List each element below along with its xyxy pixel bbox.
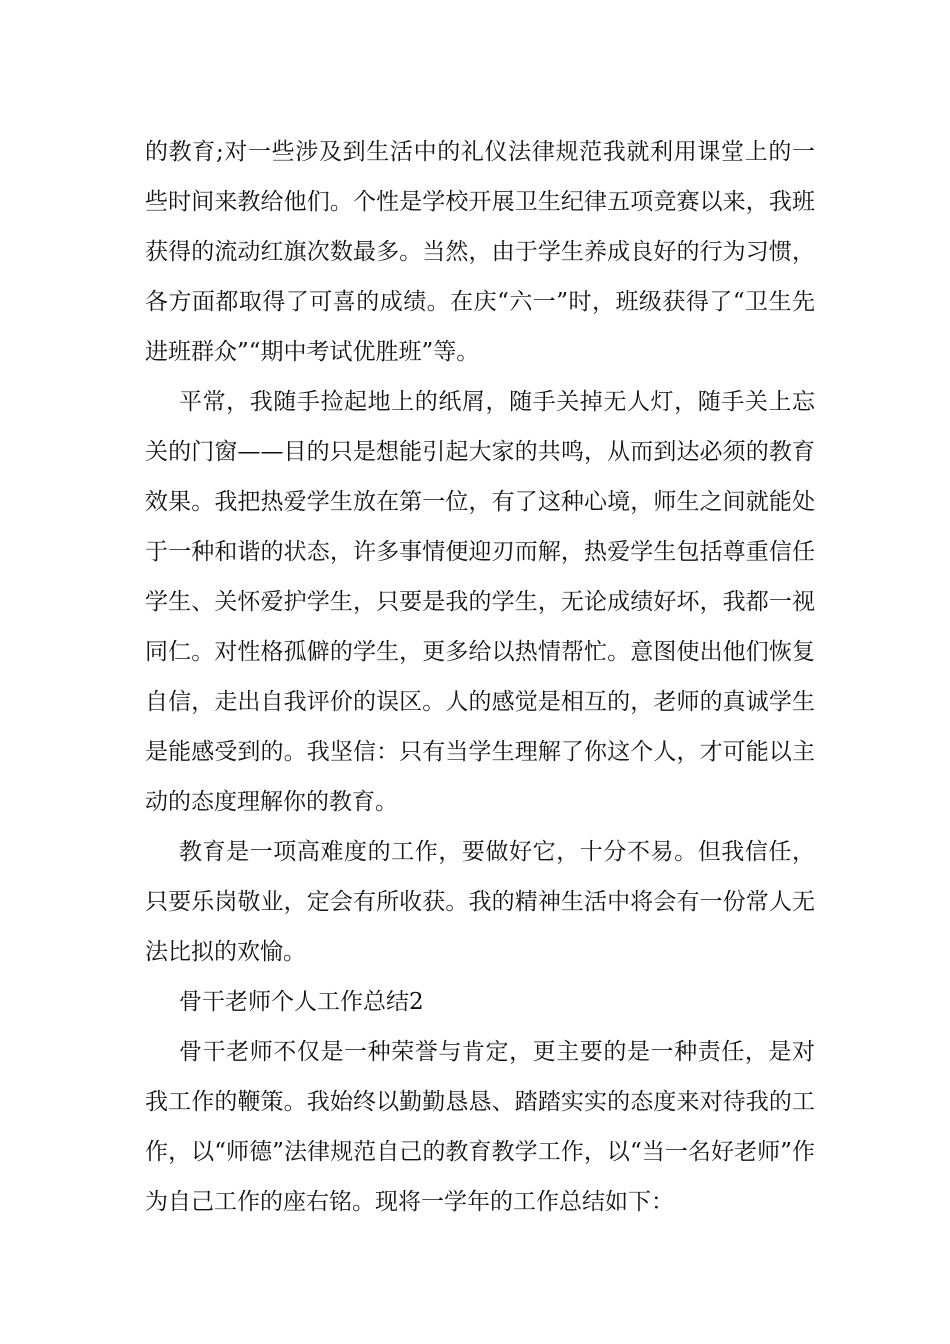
section-heading: 骨干老师个人工作总结2	[179, 989, 424, 1015]
paragraph-daily-example: 平常，我随手捡起地上的纸屑，随手关掉无人灯，随手关上忘关的门窗——目的只是想能引起大家的共鸣，从而到达必须的教育效果。我把热爱学生放在第一位，有了这种心境，师生之间就能处于一种和谐的状态，许多事情便迎刃而解，热爱学生包括尊重信任学生、关怀爱护学生，只要是我的学生，无论成绩好坏，我都一视同仁。对性格孤僻的学生，更多给以热情帮忙。意图使出他们恢复自信，走出自我评价的误区。人的感觉是相互的，老师的真诚学生是能感受到的。我坚信：只有当学生理解了你这个人，才可能以主动的态度理解你的教育。	[145, 389, 815, 815]
paragraph-intro-summary-2: 骨干老师不仅是一种荣誉与肯定，更主要的是一种责任，是对我工作的鞭策。我始终以勤勤恳恳、踏踏实实的态度来对待我的工作，以“师德”法律规范自己的教育教学工作，以“当一名好老师”作为自己工作的座右铭。现将一学年的工作总结如下：	[145, 1039, 815, 1215]
paragraph-conclusion: 教育是一项高难度的工作，要做好它，十分不易。但我信任，只要乐岗敬业，定会有所收获。我的精神生活中将会有一份常人无法比拟的欢愉。	[145, 839, 815, 965]
paragraph-continuation: 的教育;对一些涉及到生活中的礼仪法律规范我就利用课堂上的一些时间来教给他们。个性是学校开展卫生纪律五项竞赛以来，我班获得的流动红旗次数最多。当然，由于学生养成良好的行为习惯，各方面都取得了可喜的成绩。在庆“六一”时，班级获得了“卫生先进班群众”“期中考试优胜班”等。	[145, 139, 815, 365]
document-body	[145, 127, 815, 1227]
